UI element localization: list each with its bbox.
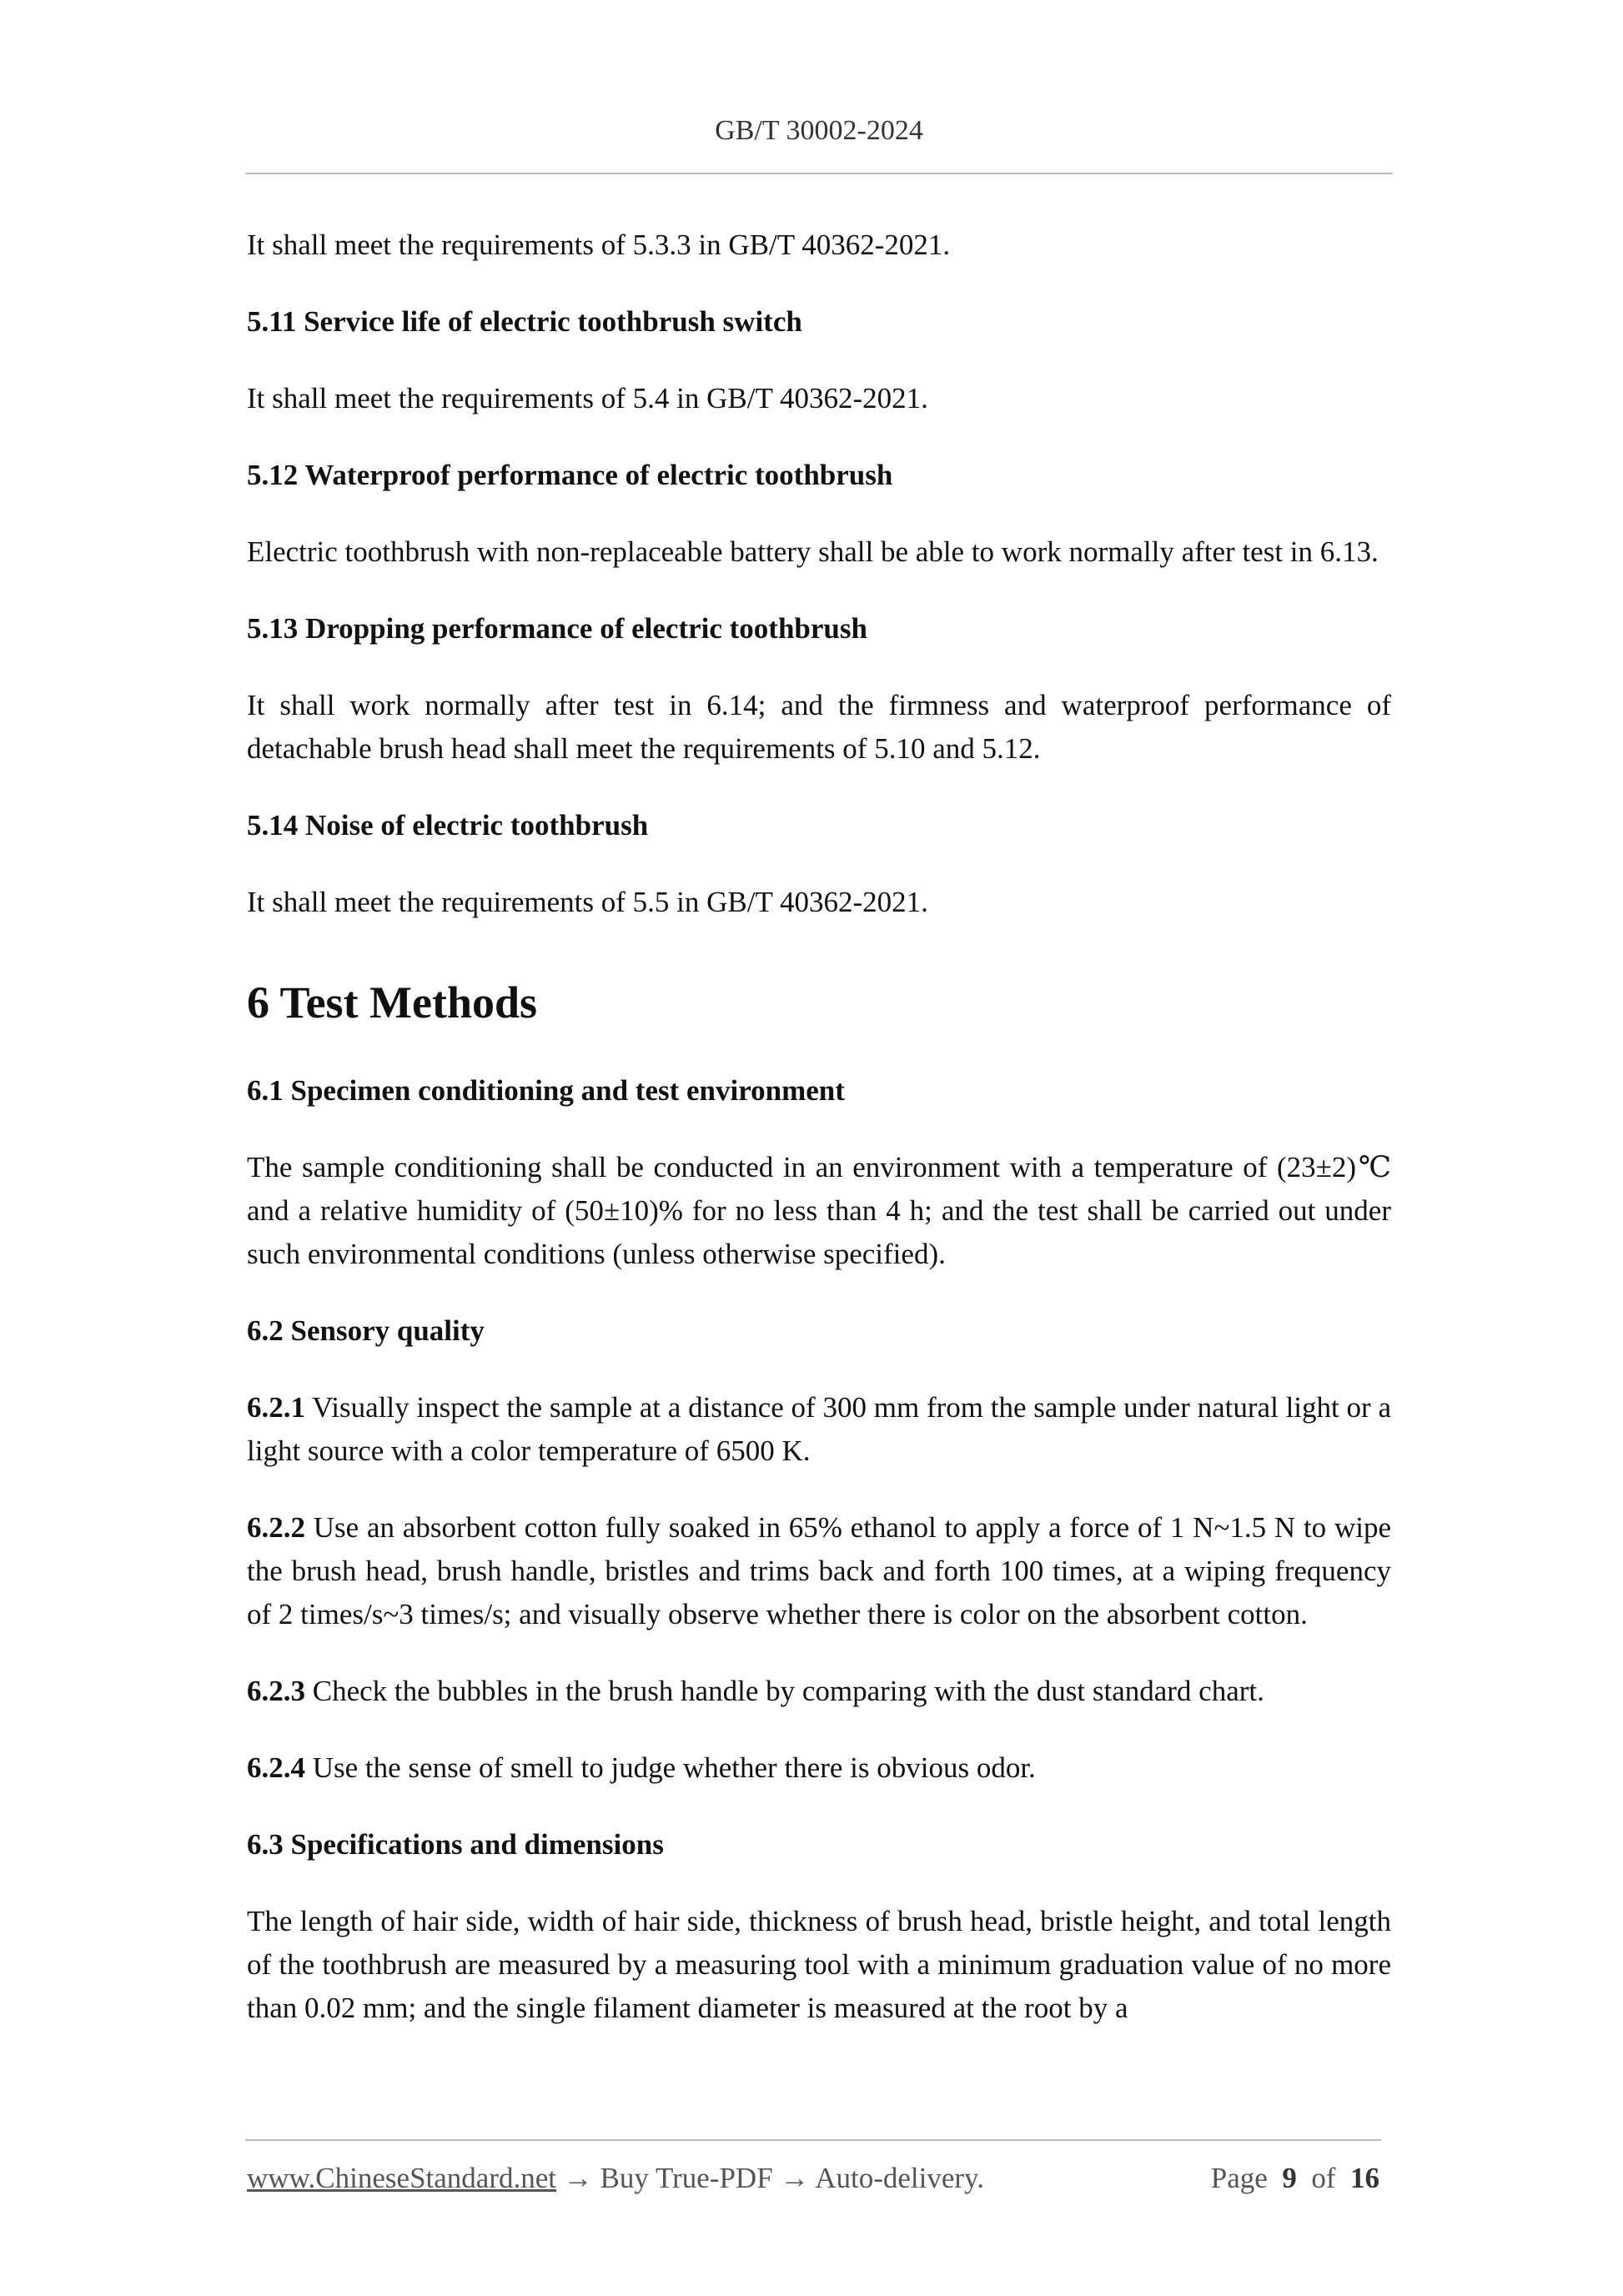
paragraph-6-3: The length of hair side, width of hair side, thickness of brush head, bristle height, and total length of the toothbrush are measured by a measuring tool with a minimum graduation value of no more than 0.02 mm; and the single filament diameter is measured at the root by a <box>247 1905 1391 2024</box>
paragraph-6-2-3 <box>247 1670 1391 1713</box>
site-link[interactable]: www.ChineseStandard.net <box>247 2162 556 2194</box>
clause-text-6-2-1: Visually inspect the sample at a distance of 300 mm from the sample under natural light or a light source with a color temperature of 6500 K. <box>247 1391 1391 1467</box>
paragraph-5-12: Electric toothbrush with non-replaceable battery shall be able to work normally after test in 6.13. <box>247 535 1379 568</box>
clause-text-6-2-2: Use an absorbent cotton fully soaked in 65% ethanol to apply a force of 1 N~1.5 N to wipe the brush head, brush handle, bristles and trims back and forth 100 times, at a wiping frequency of 2 times/s~3 times/s; and visually observe whether there is color on the absorbent cotton. <box>247 1511 1391 1630</box>
clause-text-6-2-3: Check the bubbles in the brush handle by comparing with the dust standard chart. <box>305 1675 1264 1707</box>
paragraph-6-2-4 <box>247 1746 1391 1790</box>
heading-6-2: 6.2 Sensory quality <box>247 1314 485 1347</box>
total-page-number: 16 <box>1350 2162 1379 2194</box>
current-page-number: 9 <box>1282 2162 1297 2194</box>
paragraph-5-11: It shall meet the requirements of 5.4 in GB/T 40362-2021. <box>247 382 928 414</box>
clause-number-6-2-4: 6.2.4 <box>247 1751 305 1784</box>
clause-number-6-2-3: 6.2.3 <box>247 1675 305 1707</box>
footer-promo <box>247 2162 984 2195</box>
clause-number-6-2-2: 6.2.2 <box>247 1511 305 1544</box>
paragraph-6-2-2 <box>247 1506 1391 1636</box>
of-word: of <box>1311 2162 1336 2194</box>
heading-5-11: 5.11 Service life of electric toothbrush switch <box>247 305 802 338</box>
paragraph-6-1: The sample conditioning shall be conducted in an environment with a temperature of (23±2)℃ and a relative humidity of (50±10)% for no less than 4 h; and the test shall be carried out under such environmental conditions (unless otherwise specified). <box>247 1151 1391 1270</box>
heading-5-14: 5.14 Noise of electric toothbrush <box>247 809 649 842</box>
paragraph-6-2-1 <box>247 1386 1391 1473</box>
heading-6-1: 6.1 Specimen conditioning and test environment <box>247 1074 845 1107</box>
clause-number-6-2-1: 6.2.1 <box>247 1391 305 1424</box>
paragraph-5-14: It shall meet the requirements of 5.5 in GB/T 40362-2021. <box>247 886 928 918</box>
heading-6-3: 6.3 Specifications and dimensions <box>247 1828 664 1861</box>
clause-text-6-2-4: Use the sense of smell to judge whether there is obvious odor. <box>305 1751 1036 1784</box>
footer-divider <box>245 2139 1381 2141</box>
page-indicator <box>1211 2162 1379 2195</box>
header-divider <box>245 173 1393 174</box>
page-word: Page <box>1210 2162 1268 2194</box>
footer-promo-text: → Buy True-PDF → Auto-delivery. <box>556 2162 985 2194</box>
heading-5-12: 5.12 Waterproof performance of electric toothbrush <box>247 459 893 491</box>
page-header-standard-code: GB/T 30002-2024 <box>715 115 923 146</box>
document-body <box>247 224 1391 2063</box>
heading-5-13: 5.13 Dropping performance of electric toothbrush <box>247 612 867 645</box>
chapter-heading-6: 6 Test Methods <box>247 977 538 1027</box>
paragraph-5-13: It shall work normally after test in 6.14; and the firmness and waterproof performance of detachable brush head shall meet the requirements of 5.10 and 5.12. <box>247 689 1391 765</box>
paragraph-5-10-tail: It shall meet the requirements of 5.3.3 in GB/T 40362-2021. <box>247 229 951 261</box>
